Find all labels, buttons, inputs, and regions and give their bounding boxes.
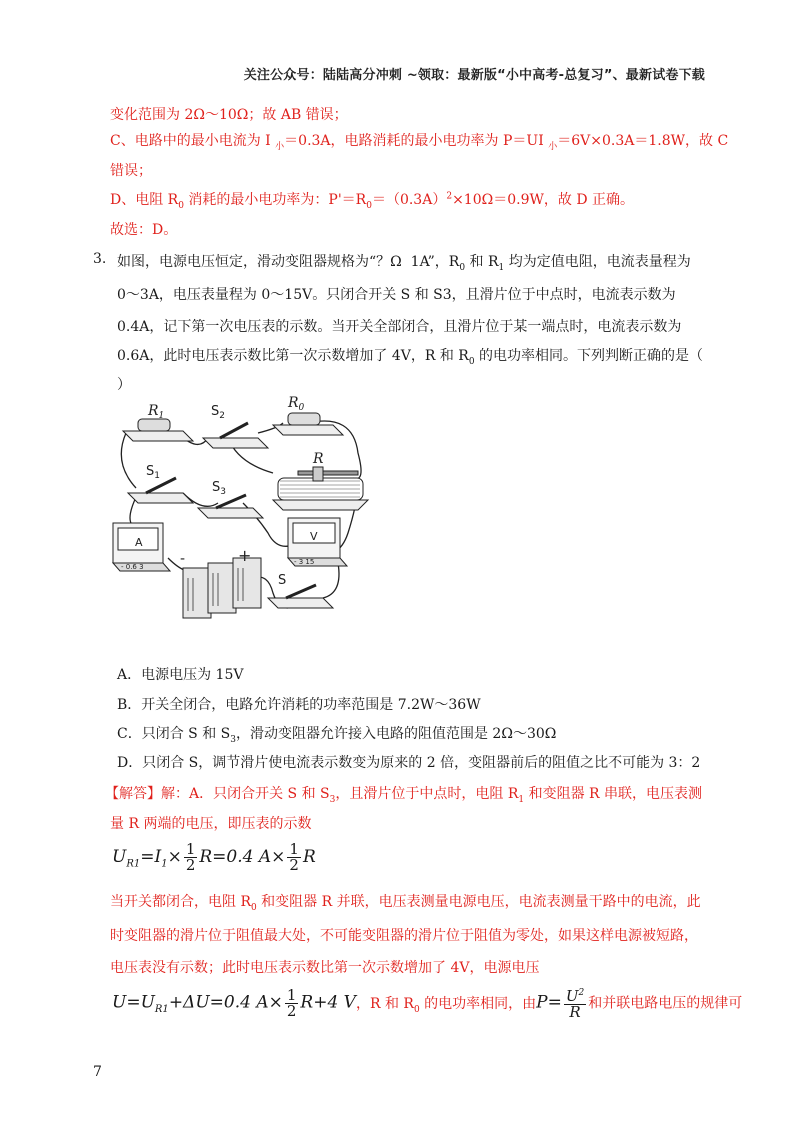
s2-switch-icon xyxy=(203,423,268,448)
question-number: 3. xyxy=(93,251,107,267)
battery-plus: + xyxy=(238,546,252,565)
answer-line-3: 当开关都闭合，电阻 $R_0$ 和变阻器 R 并联，电压表测量电源电压，电流表测量干路中的电流，此 xyxy=(110,894,701,913)
s1-switch-icon xyxy=(128,478,193,503)
question-stem-3: 0.4A，记下第一次电压表的示数。当开关全部闭合，且滑片位于某一端点时，电流表示数为 xyxy=(117,319,682,335)
question-stem-5: ） xyxy=(117,377,131,393)
page-header: 关注公众号：陆陆高分冲刺 ~领取：最新版“小中高考-总复习”、最新试卷下载 xyxy=(243,68,705,83)
prev-line-2: C、电路中的最小电流为 I $_小$＝0.3A，电路消耗的最小电功率为 P＝UI $_小$＝6V×0.3A＝1.8W，故 C xyxy=(110,133,729,152)
option-b: B．开关全闭合，电路允许消耗的功率范围是 7.2W～36W xyxy=(117,697,481,713)
rheostat-icon xyxy=(273,467,368,510)
formula-2: $U=U_{R1}+\Delta U=0.4$ A× $\frac{1}{2}$ R+4 V，R 和 $R_0$ 的电功率相同，由P= $\frac{U^2}{R}$ 和并联电路电压的规律可 xyxy=(112,985,743,1021)
page-number: 7 xyxy=(93,1064,102,1080)
option-a: A．电源电压为 15V xyxy=(117,667,244,683)
r1-resistor-icon xyxy=(123,419,193,441)
voltmeter-label: V xyxy=(310,530,318,543)
answer-line-1: 【解答】解：A．只闭合开关 S 和 $S_3$，且滑片位于中点时，电阻 $R_1$ 和变阻器 R 串联，电压表测 xyxy=(105,786,703,805)
question-stem-1: 如图，电源电压恒定，滑动变阻器规格为“？Ω 1A”，$R_0$ 和 $R_1$ 均为定值电阻，电流表量程为 xyxy=(117,254,691,273)
option-d: D．只闭合 S，调节滑片使电流表示数变为原来的 2 倍，变阻器前后的阻值之比不可能为 3：2 xyxy=(117,755,701,771)
prev-line-3: 错误； xyxy=(110,163,152,179)
voltmeter-scale: - 3 15 xyxy=(294,558,315,566)
label-s3: $S_3$ xyxy=(212,480,226,497)
ammeter-scale: - 0.6 3 xyxy=(121,563,144,571)
label-s1: $S_1$ xyxy=(146,464,160,481)
answer-line-2: 量 R 两端的电压，即压表的示数 xyxy=(110,816,312,832)
label-r0: $R_0$ xyxy=(288,395,305,413)
prev-line-4: D、电阻 $R_0$ 消耗的最小电功率为：$P'=R_0=(0.3A)^2\times 10\Omega=0.9W$，故 D 正确。 xyxy=(110,191,634,211)
label-s: S xyxy=(278,573,287,588)
prev-line-1: 变化范围为 2Ω～10Ω；故 AB 错误； xyxy=(110,107,348,123)
prev-line-5: 故选：D。 xyxy=(110,222,178,238)
circuit-diagram xyxy=(108,393,378,633)
formula-1: $U_{R1}=I_1\times$ $\frac{1}{2}$ R=0.4 A× $\frac{1}{2}$ R xyxy=(112,840,316,874)
answer-line-4: 时变阻器的滑片位于阻值最大处，不可能变阻器的滑片位于阻值为零处，如果这样电源被短路， xyxy=(110,928,698,944)
label-r: R xyxy=(313,451,324,467)
answer-line-5: 电压表没有示数；此时电压表示数比第一次示数增加了 4V，电源电压 xyxy=(110,960,540,976)
label-s2: $S_2$ xyxy=(211,404,225,421)
r0-resistor-icon xyxy=(273,413,343,435)
option-c: C．只闭合 S 和 $S_3$，滑动变阻器允许接入电路的阻值范围是 2Ω～30Ω xyxy=(117,726,557,745)
question-stem-4: 0.6A，此时电压表示数比第一次示数增加了 4V，R 和 $R_0$ 的电功率相同。下列判断正确的是（ xyxy=(117,348,704,367)
label-r1: $R_1$ xyxy=(148,403,165,421)
battery-icon xyxy=(183,558,261,618)
ammeter-label: A xyxy=(135,536,143,549)
s-switch-icon xyxy=(268,585,333,608)
battery-minus: - xyxy=(180,551,186,567)
question-stem-2: 0～3A，电压表量程为 0～15V。只闭合开关 S 和 S3，且滑片位于中点时，电流表示数为 xyxy=(117,287,676,303)
